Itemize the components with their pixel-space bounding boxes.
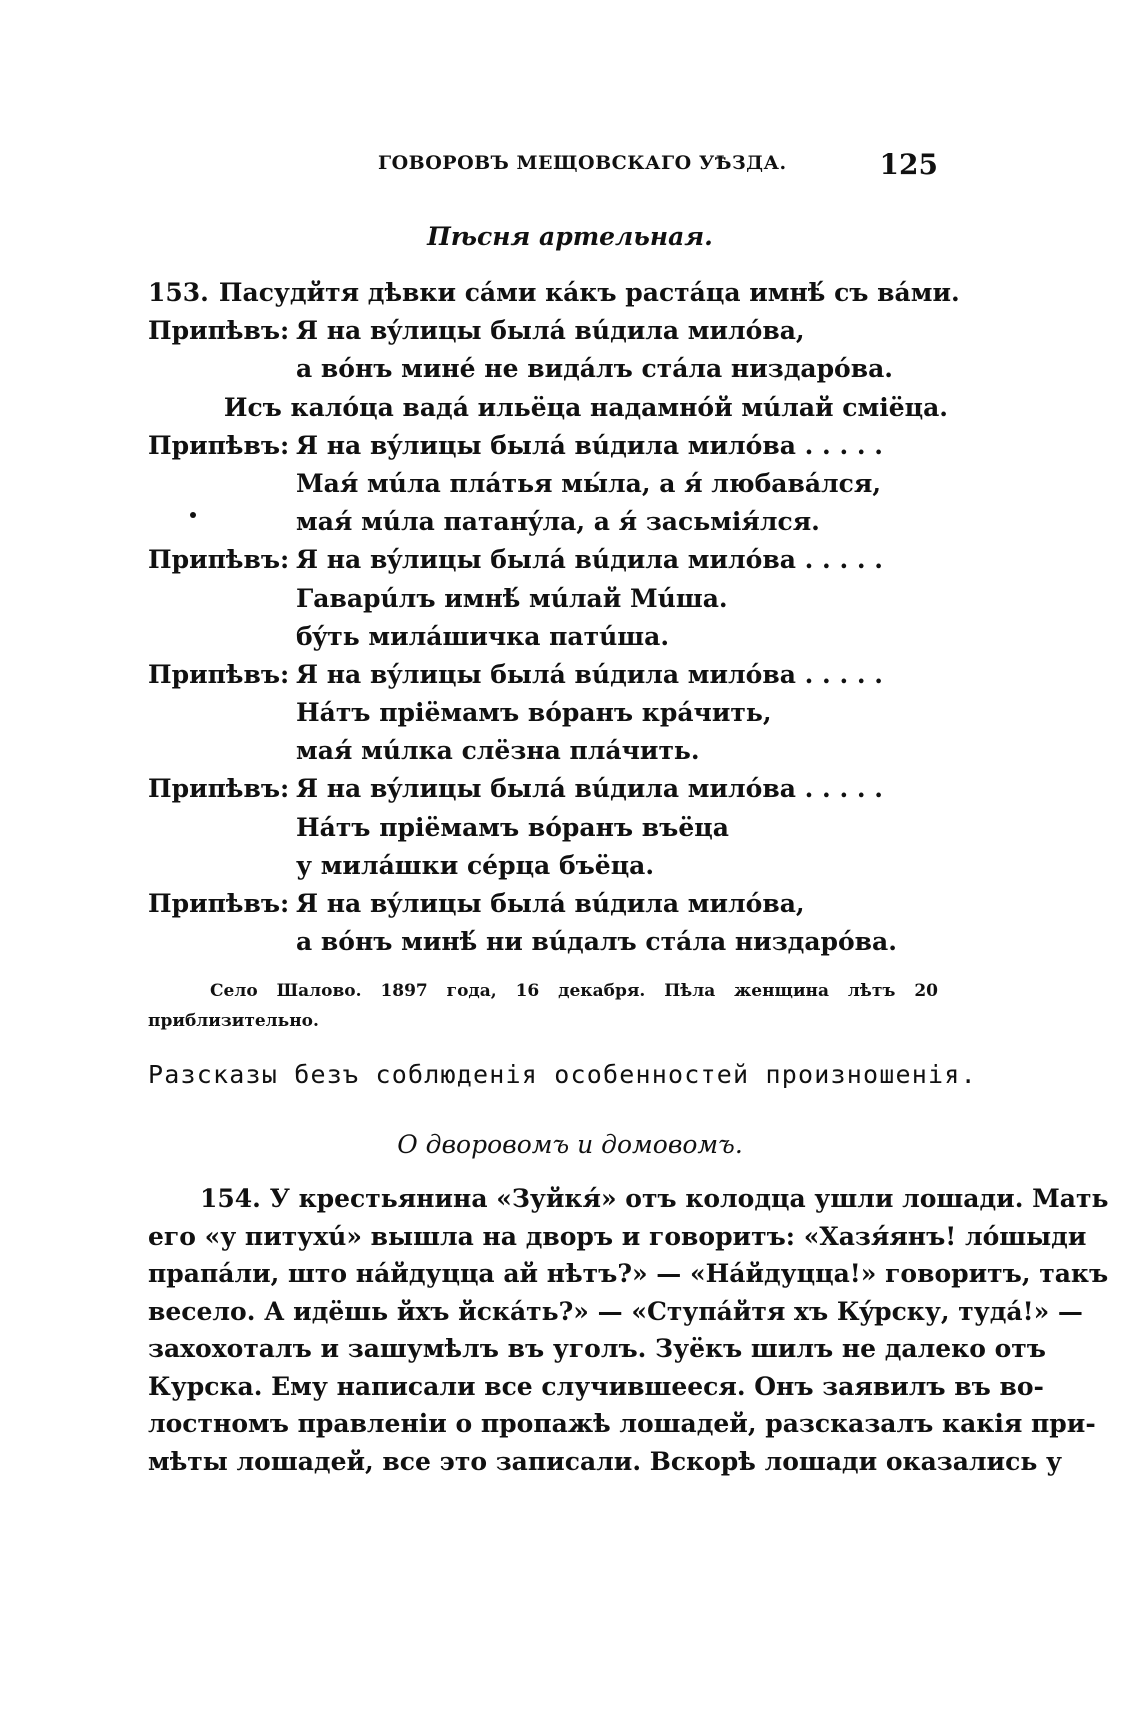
verse-text: Я на вýлицы былá вúдила милóва . . . . . [296, 659, 883, 689]
refrain-label: Припѣвъ: [148, 659, 290, 689]
verse-text: Я на вýлицы былá вúдила милóва . . . . . [296, 774, 883, 804]
story-line: прапáли, што нáйдуцца ай нѣтъ?» — «Нáйдуцца!» говоритъ, такъ [148, 1259, 1109, 1288]
verse-line [148, 316, 948, 354]
verse-line [148, 622, 948, 660]
section-heading: Разсказы безъ соблюденія особенностей произношенія. [148, 1060, 977, 1089]
verse-text: а вóнъ минѣ́ ни вúдалъ стáла низдарóва. [296, 927, 897, 957]
verse-line [148, 393, 948, 431]
story-title: О дворовомъ и домовомъ. [397, 1130, 743, 1159]
story-line: весело. А идёшь йхъ йскáть?» — «Ступáйтя хъ Кýрску, тудá!» — [148, 1296, 1083, 1326]
verse-line [148, 354, 948, 392]
verse-text: Я на вýлицы былá вúдила милóва . . . . . [296, 545, 883, 575]
verse-text: Исъ калóца вадá ильёца надамнóй мúлай смiёца. [223, 392, 948, 422]
verse-line [148, 469, 948, 507]
song-verse [148, 278, 960, 965]
refrain-label: Припѣвъ: [148, 545, 290, 575]
story-line: его «у питухú» вышла на дворъ и говоритъ: «Хазя́янъ! лóшыди [148, 1221, 1087, 1251]
verse-text: мая́ мúлка слёзна плáчить. [296, 736, 700, 766]
refrain-label: Припѣвъ: [148, 889, 290, 918]
print-speck [190, 512, 196, 518]
verse-line [148, 507, 948, 545]
verse-text: Нáтъ прiёмамъ вóранъ крáчить, [296, 698, 772, 728]
verse-text: Я на вýлицы былá вúдила милóва . . . . . [296, 430, 883, 460]
refrain-label: Припѣвъ: [148, 774, 290, 804]
recording-note: Село Шалово. 1897 года, 16 декабря. Пѣла женщина лѣтъ 20 приблизительно. [148, 981, 938, 1031]
verse-text: Мая́ мúла плáтья мы́ла, а я́ любавáлся, [296, 468, 882, 498]
verse-text: Пасудйтя дѣвки сáми кáкъ растáца имнѣ́ съ вáми. [218, 278, 960, 307]
refrain-label: Припѣвъ: [148, 316, 290, 346]
refrain-label: Припѣвъ: [148, 430, 290, 460]
verse-text: Я на вýлицы былá вúдила милóва, [296, 316, 805, 346]
verse-line [148, 545, 948, 583]
story-line: 154. У крестьянина «Зуйкя́» отъ колодца ушли лошади. Мать [200, 1184, 1109, 1213]
story-text [148, 1180, 1109, 1480]
verse-text: бýть милáшичка патúша. [296, 621, 670, 651]
verse-line [148, 660, 948, 698]
verse-line [148, 698, 948, 736]
verse-line [148, 736, 948, 774]
page-number: 125 [879, 148, 938, 181]
verse-line [148, 278, 960, 316]
verse-line [148, 584, 948, 622]
story-line: мѣты лошадей, все это записали. Вскорѣ лошади оказались у [148, 1446, 1062, 1476]
verse-line [148, 851, 948, 889]
page-header [148, 148, 938, 188]
running-title: ГОВОРОВЪ МЕЩОВСКАГО УѢЗДА. [378, 152, 787, 174]
verse-line [148, 927, 948, 965]
song-title: Пѣсня артельная. [427, 222, 713, 251]
story-line: Курска. Ему написали все случившееся. Онъ заявилъ въ во- [148, 1371, 1044, 1401]
verse-line [148, 774, 948, 812]
story-line: захохоталъ и зашумѣлъ въ уголъ. Зуёкъ шилъ не далеко отъ [148, 1334, 1046, 1363]
verse-text: Я на вýлицы былá вúдила милóва, [296, 889, 805, 918]
verse-line [148, 889, 948, 927]
verse-number: 153. [148, 278, 209, 307]
verse-text: Гаварúлъ имнѣ́ мúлай Мúша. [296, 583, 728, 613]
verse-line [148, 813, 948, 851]
verse-line [148, 431, 948, 469]
verse-text: у милáшки сéрца бъёца. [296, 850, 655, 880]
verse-text: а вóнъ минé не видáлъ стáла низдарóва. [296, 354, 894, 384]
story-line: лостномъ правленіи о пропажѣ лошадей, разсказалъ какія при- [148, 1409, 1096, 1438]
verse-text: Нáтъ прiёмамъ вóранъ въёца [296, 812, 729, 842]
verse-text: мая́ мúла патанýла, а я́ засьмiя́лся. [296, 507, 820, 537]
